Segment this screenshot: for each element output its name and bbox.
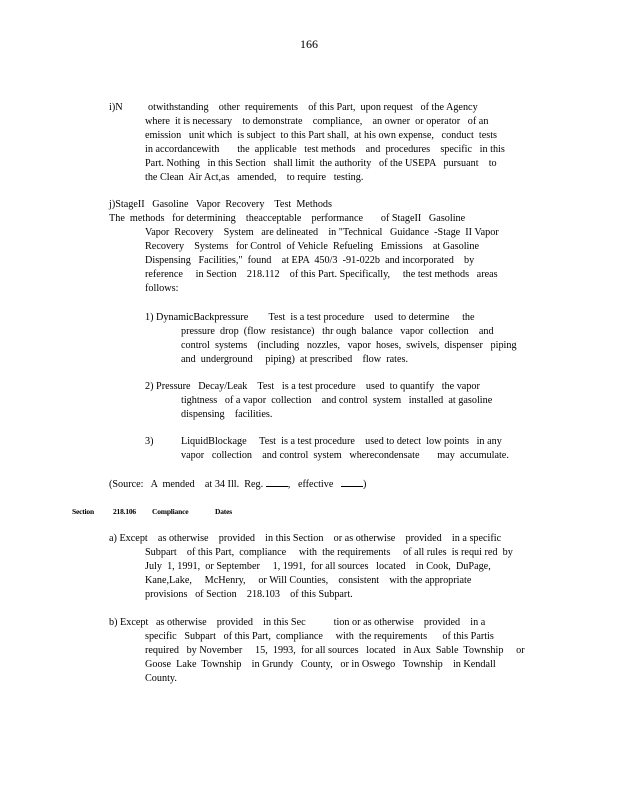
para-b-line: specific Subpart of this Part, compliance with the requirements of this Partis <box>145 631 494 642</box>
section-title: Compliance <box>152 507 189 516</box>
para-j-line: Vapor Recovery System are delineated in "Technical Guidance -Stage II Vapor <box>145 227 499 238</box>
para-i-line: in accordancewith the applicable test methods and procedures specific in this <box>145 144 505 155</box>
para-j-line: The methods for determining theacceptable performance of StageII Gasoline <box>109 213 466 224</box>
list-item-1-line: and underground piping) at prescribed flow rates. <box>181 354 408 365</box>
list-item-2-line: dispensing facilities. <box>181 409 273 420</box>
para-a-heading: a) Except as otherwise provided in this Section or as otherwise provided in a specific <box>109 533 502 544</box>
page-number: 166 <box>300 37 318 51</box>
section-number: 218.106 <box>113 507 136 516</box>
source-mid: , effective <box>287 479 334 490</box>
list-item-1-line: pressure drop (flow resistance) thr ough balance vapor collection and <box>181 326 494 337</box>
list-item-3-heading: LiquidBlockage Test is a test procedure used to detect low points in any <box>181 436 502 447</box>
list-item-3-line: vapor collection and control system wherecondensate may accumulate. <box>181 450 509 461</box>
para-j-line: follows: <box>145 283 179 294</box>
para-i-line: Part. Nothing in this Section shall limit the authority of the USEPA pursuant to <box>145 158 497 169</box>
source-prefix: (Source: A mended at 34 Ill. Reg. <box>109 479 264 490</box>
source-end: ) <box>363 479 367 490</box>
para-a-line: provisions of Section 218.103 of this Subpart. <box>145 589 353 600</box>
para-b-line: Goose Lake Township in Grundy County, or in Oswego Township in Kendall <box>145 659 496 670</box>
para-j-line: Recovery Systems for Control of Vehicle Refueling Emissions at Gasoline <box>145 241 479 252</box>
list-item-1-line: control systems (including nozzles, vapor hoses, swivels, dispenser piping <box>181 340 517 351</box>
section-label: Section <box>72 507 94 516</box>
para-j-line: Dispensing Facilities," found at EPA 450/3 -91-022b and incorporated by <box>145 255 475 266</box>
para-j-heading: j)StageII Gasoline Vapor Recovery Test Methods <box>109 199 332 210</box>
para-i-line: emission unit which is subject to this Part shall, at his own expense, conduct tests <box>145 130 497 141</box>
list-item-2-heading: 2) Pressure Decay/Leak Test is a test procedure used to quantify the vapor <box>145 381 480 392</box>
para-i-line: the Clean Air Act,as amended, to require testing. <box>145 172 364 183</box>
para-b-heading: b) Except as otherwise provided in this Sec tion or as otherwise provided in a <box>109 617 486 628</box>
list-item-1-heading: 1) DynamicBackpressure Test is a test procedure used to determine the <box>145 312 475 323</box>
para-a-line: Kane,Lake, McHenry, or Will Counties, consistent with the appropriate <box>145 575 472 586</box>
para-a-line: July 1, 1991, or September 1, 1991, for all sources located in Cook, DuPage, <box>145 561 491 572</box>
para-j-line: reference in Section 218.112 of this Part. Specifically, the test methods areas <box>145 269 498 280</box>
para-a-line: Subpart of this Part, compliance with the requirements of all rules is requi red by <box>145 547 513 558</box>
section-title-2: Dates <box>215 507 232 516</box>
blank-line <box>266 477 288 487</box>
para-b-line: County. <box>145 673 177 684</box>
list-item-3-number: 3) <box>145 436 154 447</box>
para-b-line: required by November 15, 1993, for all sources located in Aux Sable Township or <box>145 645 525 656</box>
para-i-line: where it is necessary to demonstrate compliance, an owner or operator of an <box>145 116 489 127</box>
blank-line <box>341 477 363 487</box>
para-i-line: i)N otwithstanding other requirements of this Part, upon request of the Agency <box>109 102 478 113</box>
source-note <box>109 477 366 492</box>
list-item-2-line: tightness of a vapor collection and control system installed at gasoline <box>181 395 493 406</box>
